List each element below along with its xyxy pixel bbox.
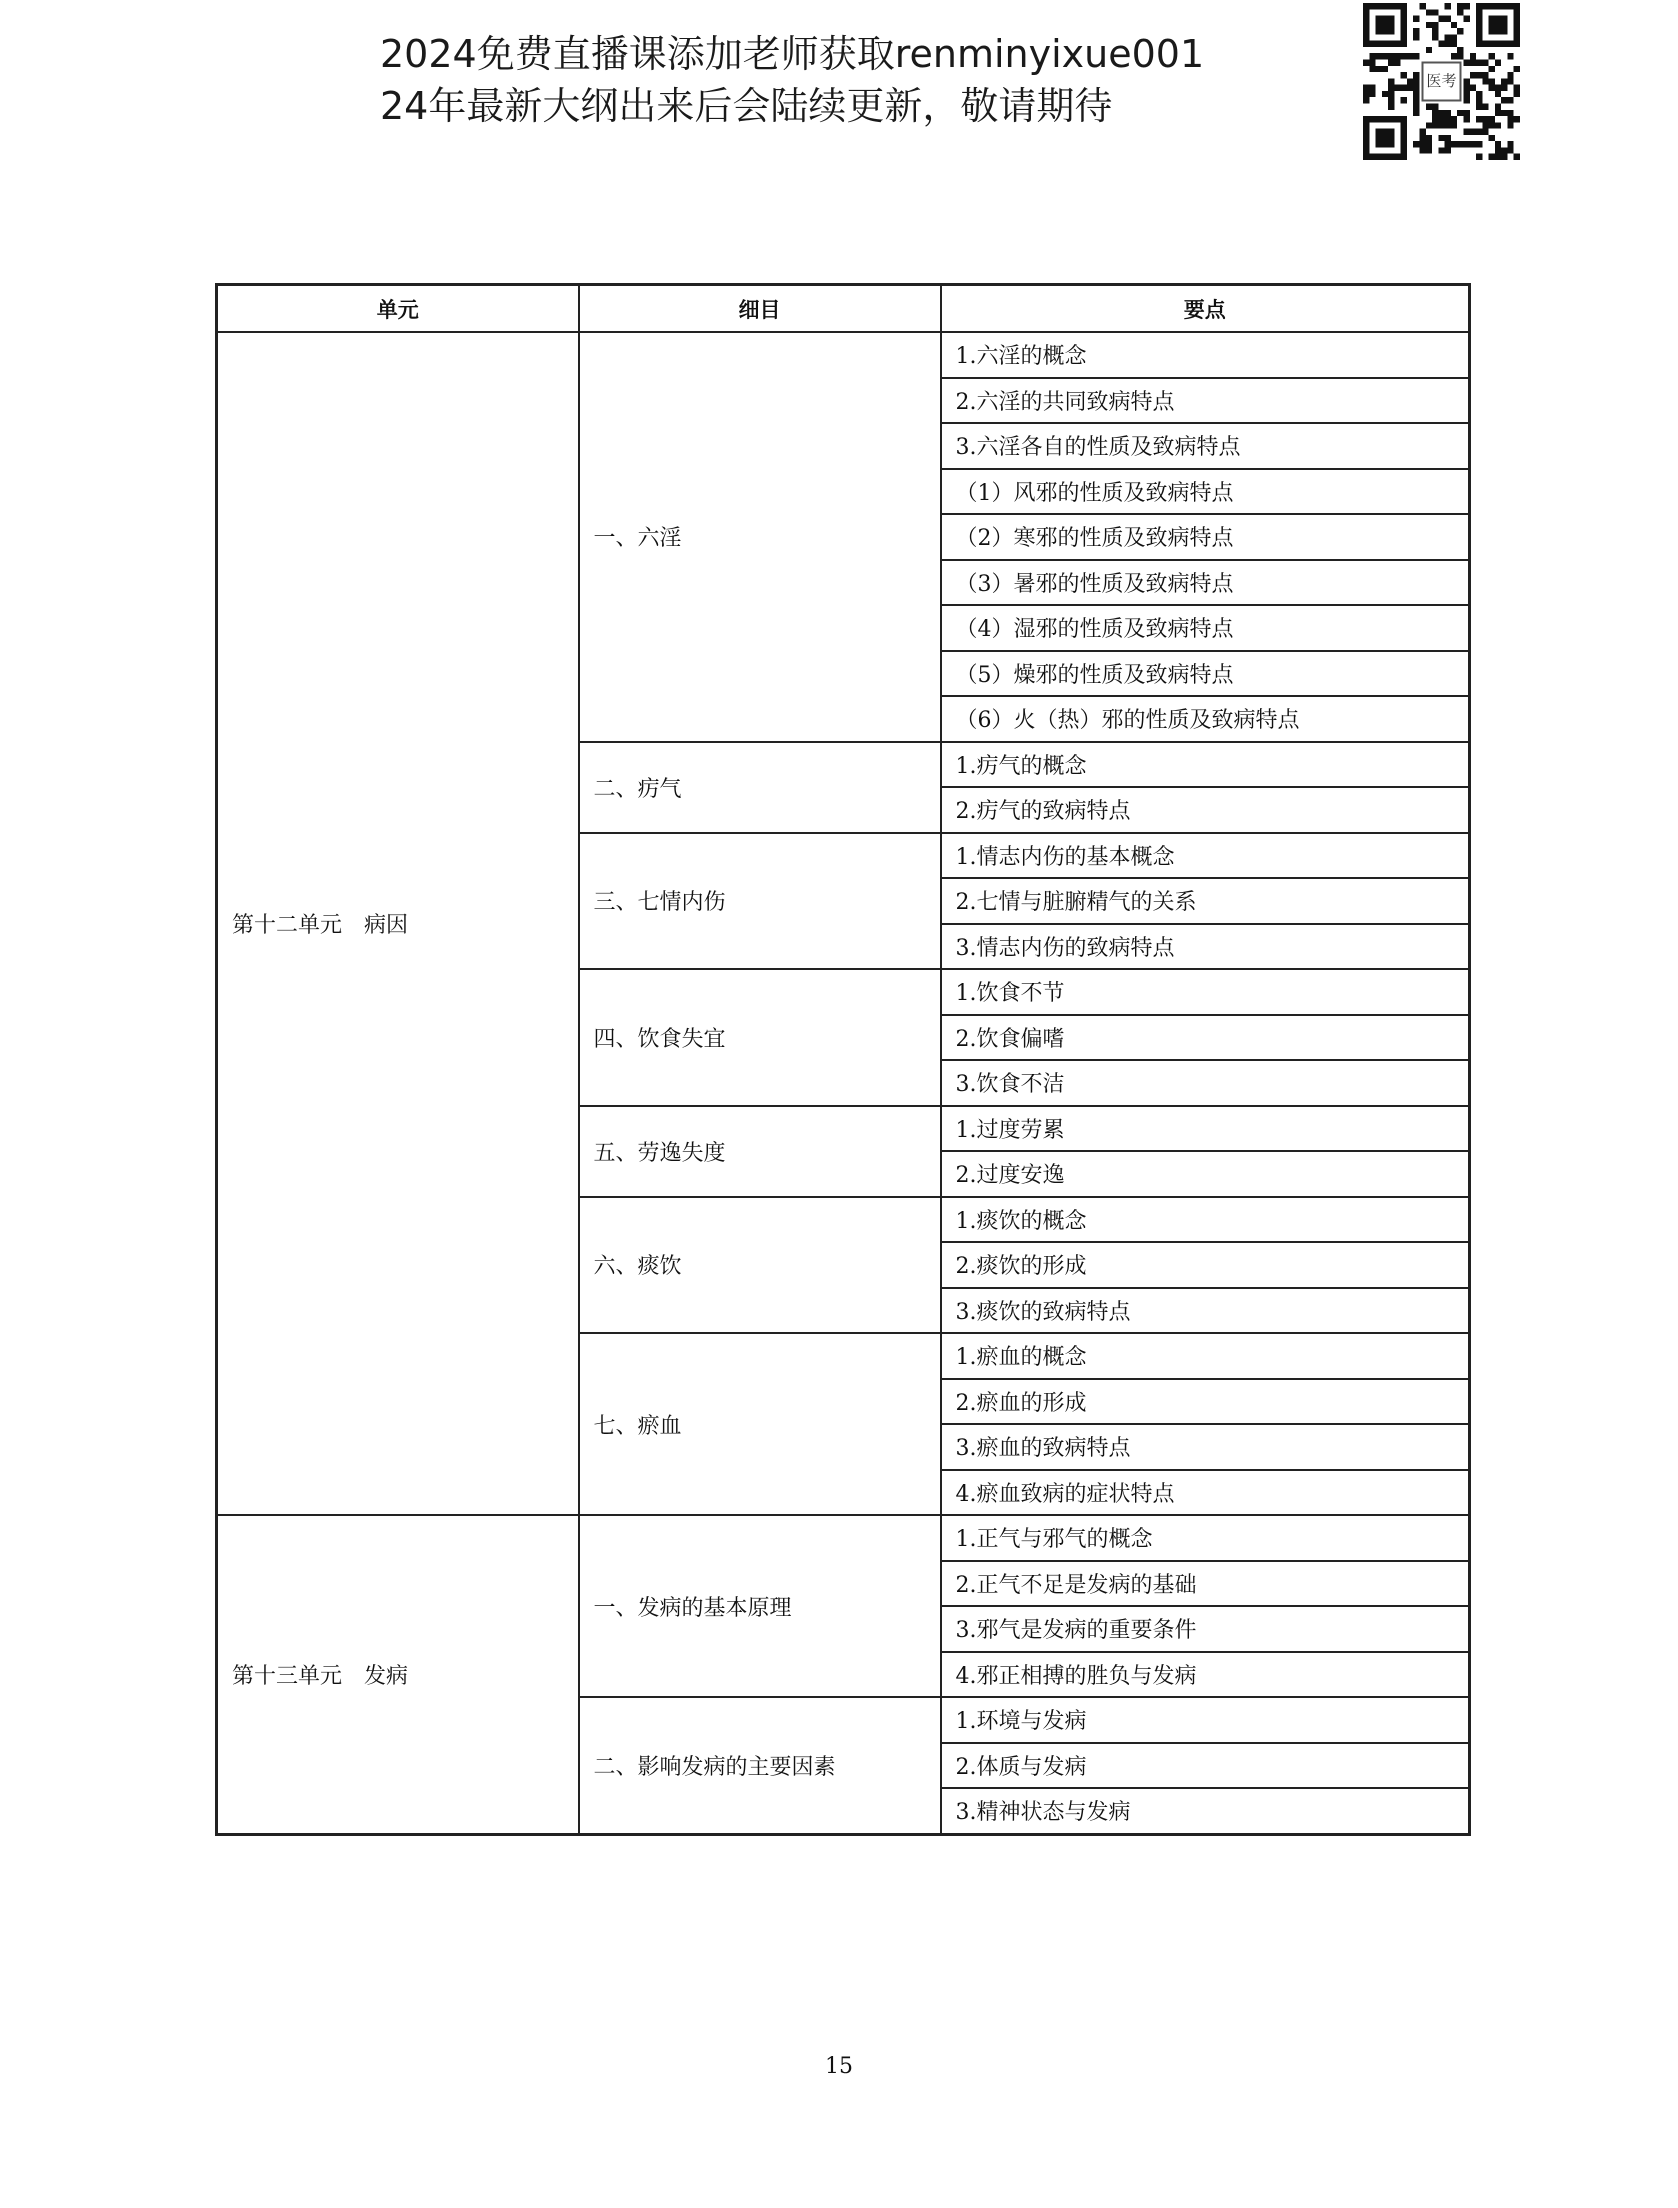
qr-code-icon <box>1363 3 1520 160</box>
unit-cell: 第十三单元 发病 <box>217 1515 579 1834</box>
header-item: 细目 <box>579 285 941 333</box>
point-cell: 1.正气与邪气的概念 <box>941 1515 1470 1561</box>
point-cell: （1）风邪的性质及致病特点 <box>941 469 1470 515</box>
point-cell: 1.过度劳累 <box>941 1106 1470 1152</box>
promo-banner <box>380 28 1204 132</box>
item-cell: 五、劳逸失度 <box>579 1106 941 1197</box>
item-cell: 一、六淫 <box>579 332 941 742</box>
item-cell: 四、饮食失宜 <box>579 969 941 1106</box>
unit-cell: 第十二单元 病因 <box>217 332 579 1515</box>
item-cell: 一、发病的基本原理 <box>579 1515 941 1697</box>
point-cell: 2.七情与脏腑精气的关系 <box>941 878 1470 924</box>
point-cell: 2.瘀血的形成 <box>941 1379 1470 1425</box>
point-cell: 1.疠气的概念 <box>941 742 1470 788</box>
point-cell: 1.痰饮的概念 <box>941 1197 1470 1243</box>
point-cell: 1.瘀血的概念 <box>941 1333 1470 1379</box>
point-cell: 1.情志内伤的基本概念 <box>941 833 1470 879</box>
item-cell: 六、痰饮 <box>579 1197 941 1334</box>
qr-center-text: 医考 <box>1426 71 1457 90</box>
point-cell: （6）火（热）邪的性质及致病特点 <box>941 696 1470 742</box>
page-number: 15 <box>825 2054 853 2079</box>
point-cell: 2.痰饮的形成 <box>941 1242 1470 1288</box>
point-cell: 2.过度安逸 <box>941 1151 1470 1197</box>
point-cell: 4.邪正相搏的胜负与发病 <box>941 1652 1470 1698</box>
header-point: 要点 <box>941 285 1470 333</box>
header-unit: 单元 <box>217 285 579 333</box>
banner-line-1: 2024免费直播课添加老师获取renminyixue001 <box>380 32 1205 76</box>
item-cell: 七、瘀血 <box>579 1333 941 1515</box>
point-cell: （4）湿邪的性质及致病特点 <box>941 605 1470 651</box>
point-cell: 3.瘀血的致病特点 <box>941 1424 1470 1470</box>
point-cell: 3.精神状态与发病 <box>941 1788 1470 1834</box>
point-cell: 1.环境与发病 <box>941 1697 1470 1743</box>
item-cell: 二、影响发病的主要因素 <box>579 1697 941 1834</box>
point-cell: 4.瘀血致病的症状特点 <box>941 1470 1470 1516</box>
item-cell: 三、七情内伤 <box>579 833 941 970</box>
table-row <box>217 1515 1470 1561</box>
point-cell: 3.六淫各自的性质及致病特点 <box>941 423 1470 469</box>
point-cell: 3.邪气是发病的重要条件 <box>941 1606 1470 1652</box>
point-cell: 2.体质与发病 <box>941 1743 1470 1789</box>
point-cell: 1.饮食不节 <box>941 969 1470 1015</box>
item-cell: 二、疠气 <box>579 742 941 833</box>
table-body <box>217 332 1470 1834</box>
point-cell: （5）燥邪的性质及致病特点 <box>941 651 1470 697</box>
point-cell: 2.正气不足是发病的基础 <box>941 1561 1470 1607</box>
point-cell: 1.六淫的概念 <box>941 332 1470 378</box>
syllabus-table <box>215 283 1471 1836</box>
table-header-row <box>217 285 1470 333</box>
banner-line-2: 24年最新大纲出来后会陆续更新，敬请期待 <box>380 84 1113 128</box>
point-cell: （3）暑邪的性质及致病特点 <box>941 560 1470 606</box>
point-cell: 2.疠气的致病特点 <box>941 787 1470 833</box>
point-cell: 3.痰饮的致病特点 <box>941 1288 1470 1334</box>
table-row <box>217 332 1470 378</box>
point-cell: 3.情志内伤的致病特点 <box>941 924 1470 970</box>
point-cell: 2.六淫的共同致病特点 <box>941 378 1470 424</box>
point-cell: 3.饮食不洁 <box>941 1060 1470 1106</box>
point-cell: 2.饮食偏嗜 <box>941 1015 1470 1061</box>
point-cell: （2）寒邪的性质及致病特点 <box>941 514 1470 560</box>
